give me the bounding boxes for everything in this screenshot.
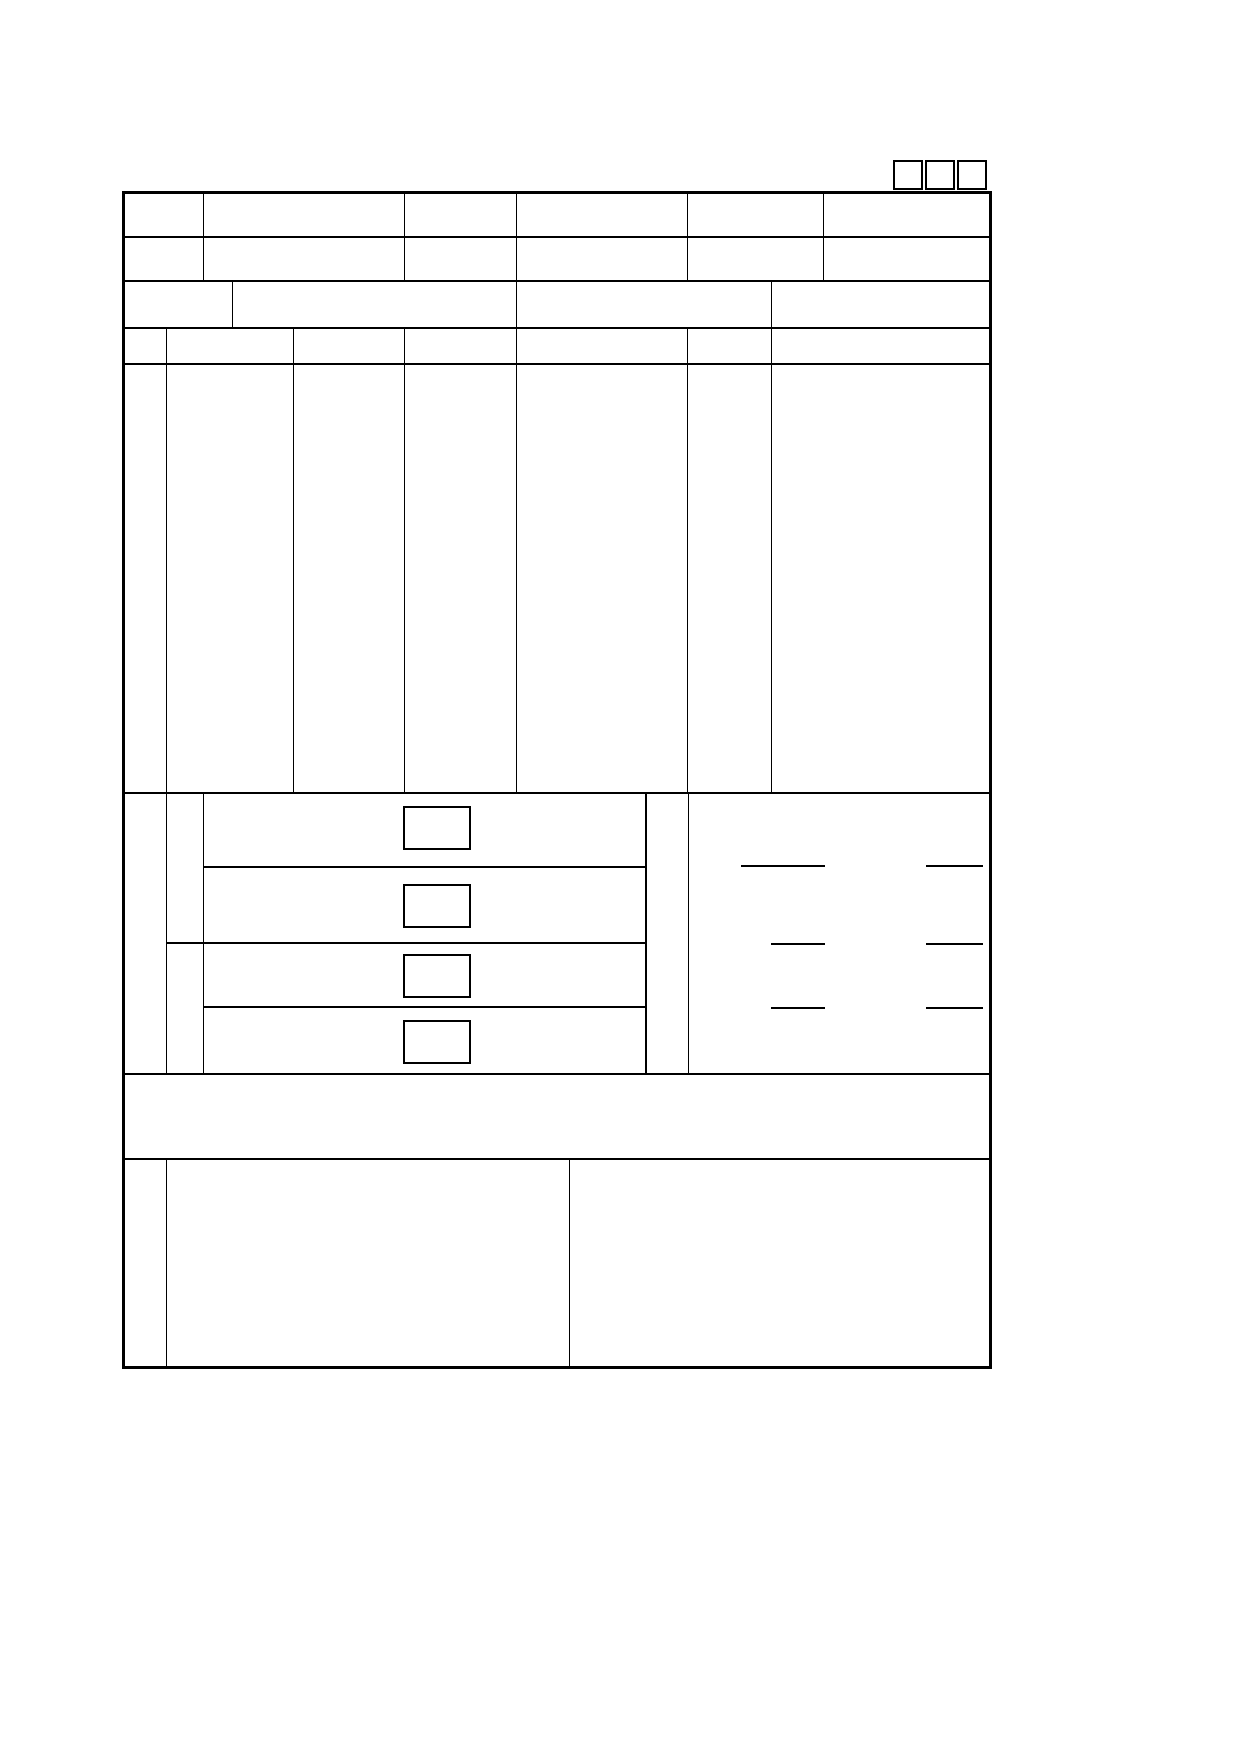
standard-field[interactable] [234, 282, 514, 325]
stat-r2-box[interactable] [403, 884, 471, 928]
non-r2-box[interactable] [403, 1020, 471, 1064]
rel-l2-line[interactable] [926, 1007, 983, 1009]
mix-ratio-field[interactable] [773, 282, 988, 325]
code-box-1[interactable] [893, 160, 923, 190]
project-manager-field[interactable] [825, 194, 988, 234]
rel-l1-line[interactable] [926, 943, 983, 945]
code-box-2[interactable] [925, 160, 955, 190]
code-box-3[interactable] [957, 160, 987, 190]
project-name-field[interactable] [205, 194, 402, 234]
rel-sfcu-line[interactable] [926, 865, 983, 867]
non-r1-box[interactable] [403, 954, 471, 998]
rel-fcuk-line[interactable] [771, 1007, 825, 1009]
excluded-note-field[interactable] [124, 1100, 990, 1156]
acceptance-part-field[interactable] [518, 238, 685, 278]
construction-unit-field[interactable] [205, 238, 402, 278]
form-frame [122, 191, 992, 1369]
design-grade-field[interactable] [825, 238, 988, 278]
sub-project-name-field[interactable] [518, 194, 685, 234]
stat-r1-box[interactable] [403, 806, 471, 850]
rel-mfcu-line[interactable] [741, 865, 825, 867]
rel-fcumin-line[interactable] [771, 943, 825, 945]
